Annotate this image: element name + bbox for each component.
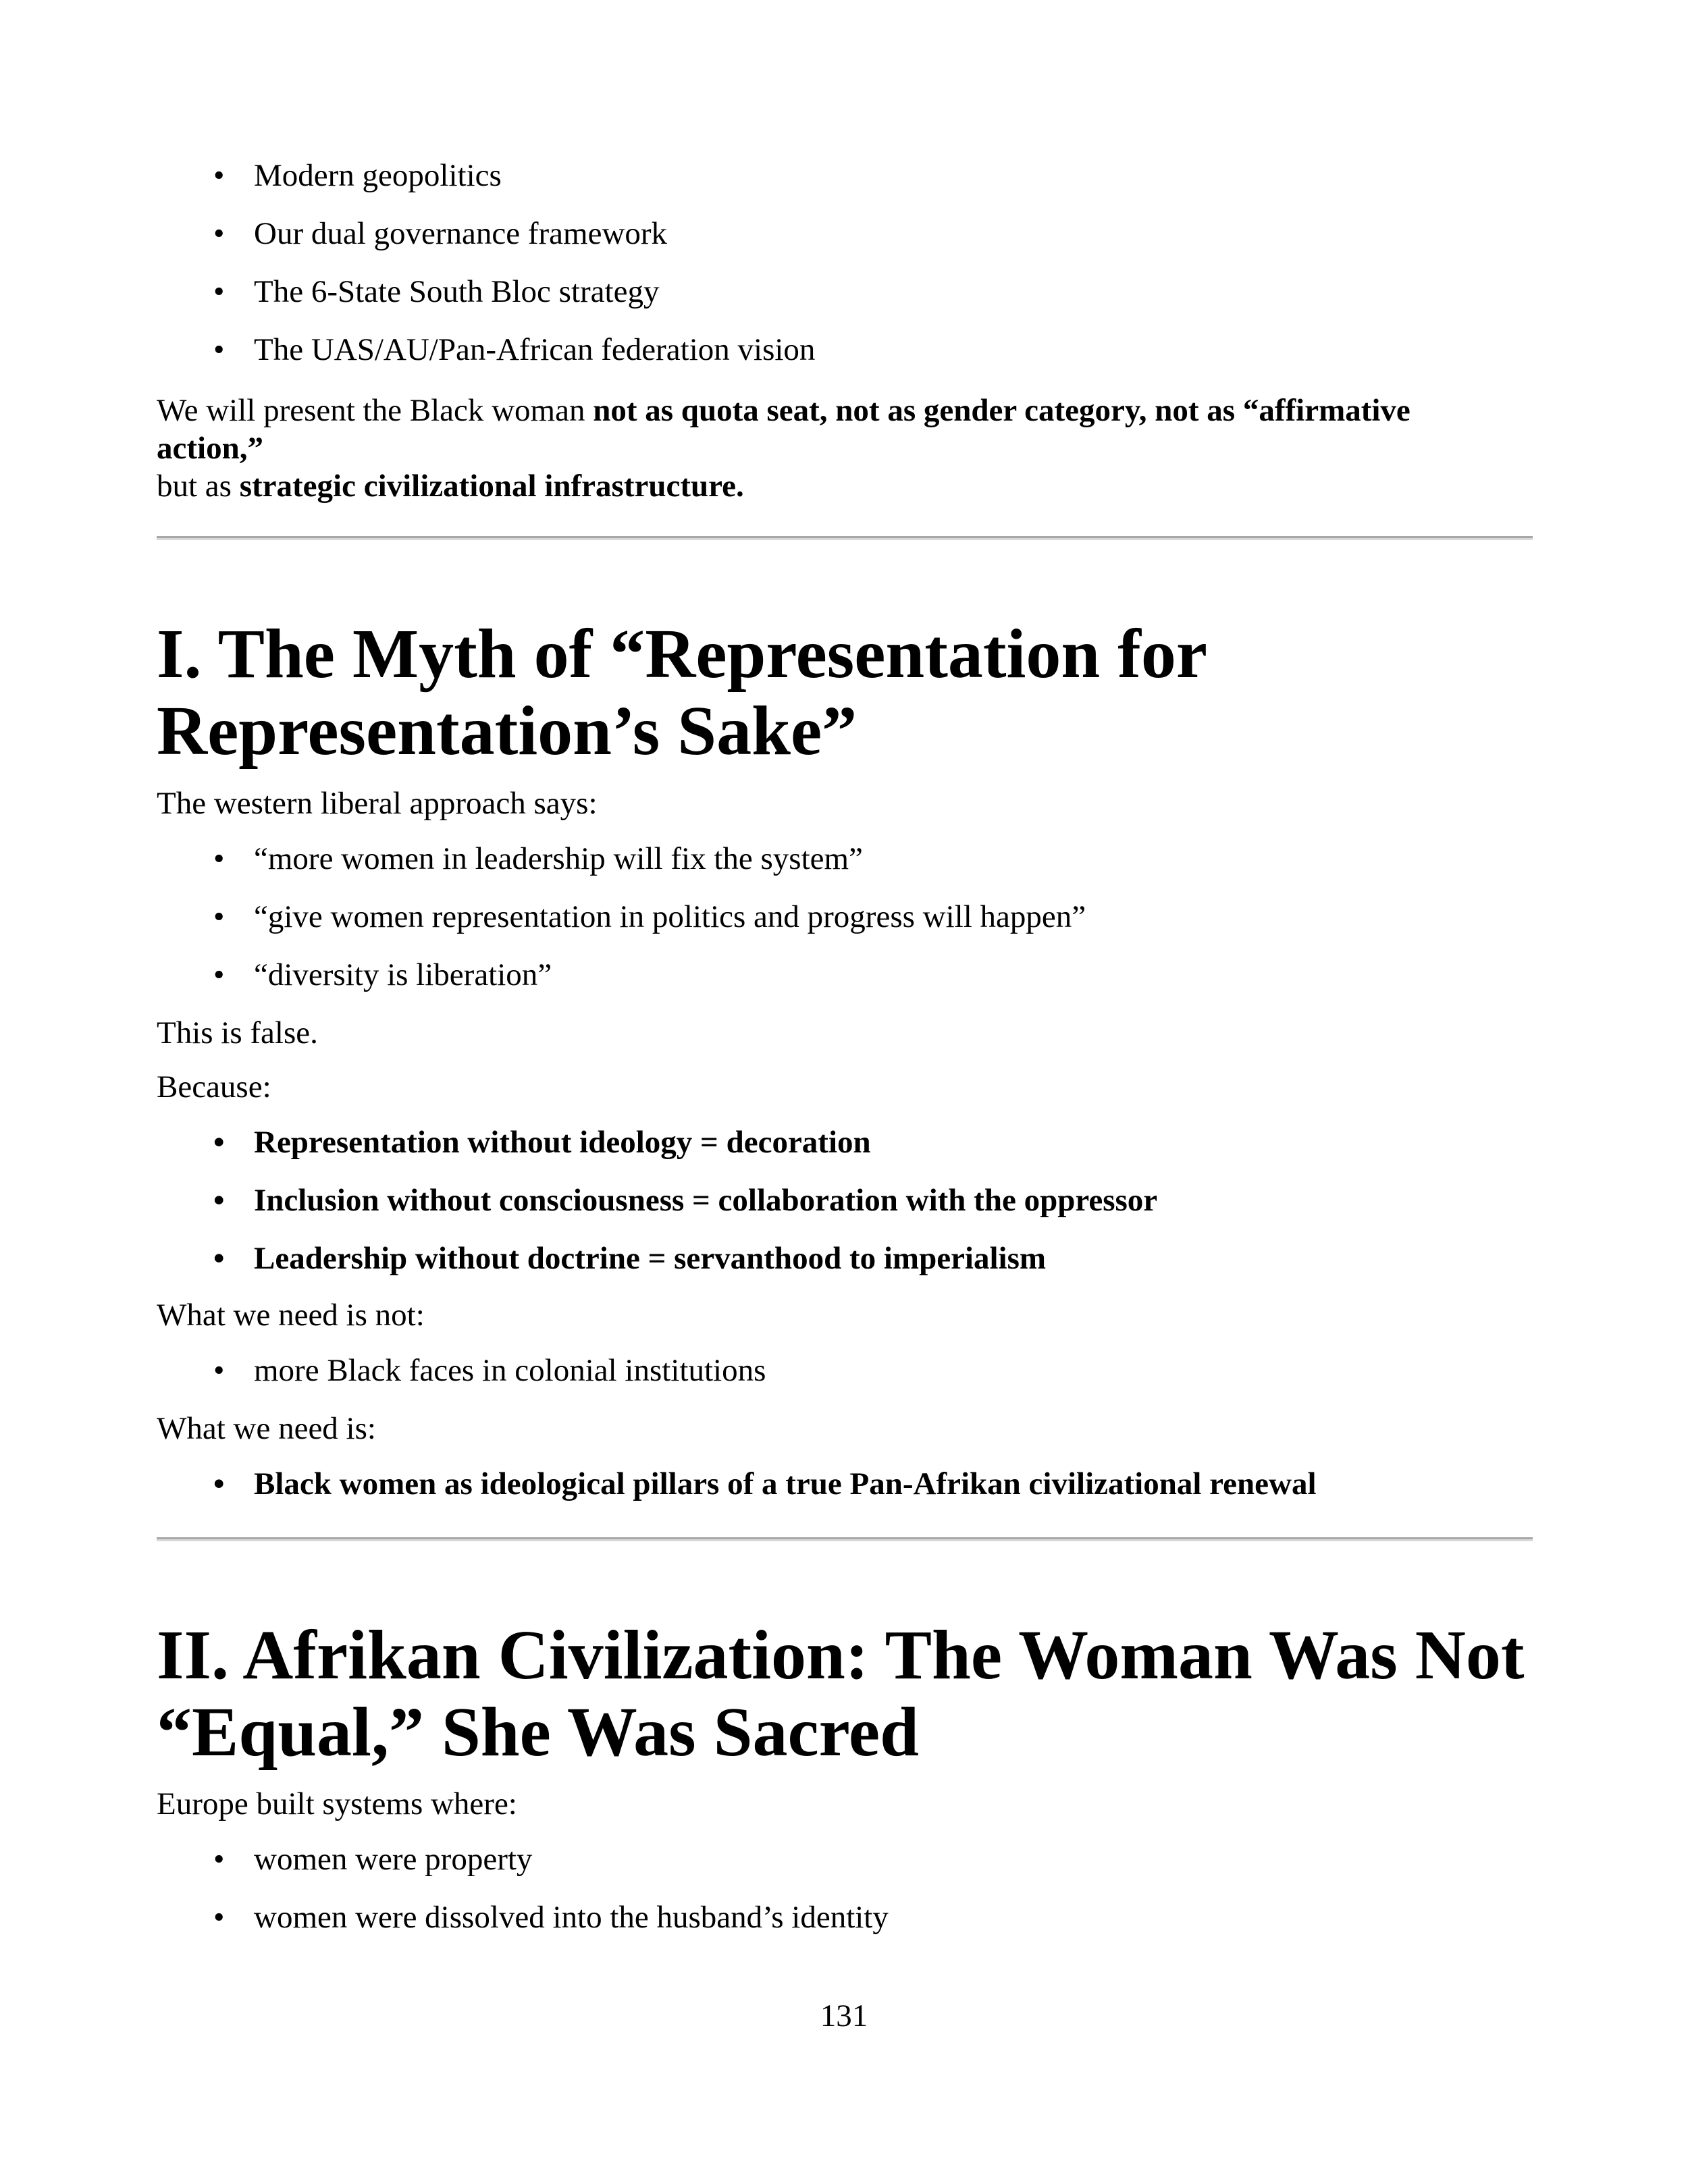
- list-item: • Leadership without doctrine = servanthood to imperialism: [213, 1241, 1047, 1276]
- section-1-need-is: What we need is:: [157, 1411, 376, 1446]
- bullet-icon: •: [213, 332, 225, 367]
- bullet-icon: •: [213, 1842, 225, 1877]
- list-item: • Inclusion without consciousness = collaboration with the oppressor: [213, 1183, 1158, 1218]
- list-item: • “diversity is liberation”: [213, 957, 552, 992]
- list-item: • The UAS/AU/Pan-African federation vision: [213, 332, 816, 367]
- list-item: • The 6-State South Bloc strategy: [213, 274, 660, 309]
- bullet-icon: •: [213, 1125, 225, 1160]
- list-item: • “give women representation in politics and progress will happen”: [213, 899, 1086, 934]
- list-item: • Modern geopolitics: [213, 158, 502, 193]
- top-list: [157, 157, 1541, 389]
- bullet-icon: •: [213, 1900, 225, 1935]
- page-number: 131: [820, 1998, 868, 2033]
- section-2-intro: Europe built systems where:: [157, 1786, 517, 1821]
- list-item: • more Black faces in colonial institutions: [213, 1353, 766, 1388]
- section-1-list-3: [157, 1352, 1541, 1410]
- section-2-list-1: [157, 1840, 1541, 1956]
- intro-line-3: but as strategic civilizational infrastructure.: [157, 469, 744, 504]
- bullet-icon: •: [213, 1353, 225, 1388]
- bullet-icon: •: [213, 158, 225, 193]
- intro-line-1: We will present the Black woman not as quota seat, not as gender category, not as “affirmative: [157, 393, 1410, 428]
- bullet-icon: •: [213, 1241, 225, 1276]
- bullet-icon: •: [213, 841, 225, 876]
- section-divider: [157, 536, 1533, 540]
- intro-paragraph: [157, 392, 1541, 505]
- bullet-icon: •: [213, 216, 225, 251]
- list-item: • Our dual governance framework: [213, 216, 668, 251]
- section-1-because: Because:: [157, 1069, 271, 1104]
- bullet-icon: •: [213, 957, 225, 992]
- section-1-intro: The western liberal approach says:: [157, 786, 598, 821]
- section-1-heading: I. The Myth of “Representation for Representation’s Sake”: [157, 615, 1208, 770]
- bullet-icon: •: [213, 1466, 225, 1501]
- bullet-icon: •: [213, 1183, 225, 1218]
- section-1-list-1: [157, 840, 1541, 1014]
- section-1-list-4: [157, 1465, 1541, 1523]
- section-1-need-not: What we need is not:: [157, 1298, 425, 1333]
- list-item: • women were property: [213, 1842, 533, 1877]
- list-item: • Representation without ideology = decoration: [213, 1125, 871, 1160]
- bullet-icon: •: [213, 274, 225, 309]
- section-1-statement: This is false.: [157, 1015, 318, 1050]
- list-item: • “more women in leadership will fix the system”: [213, 841, 863, 876]
- list-item: • Black women as ideological pillars of a true Pan-Afrikan civilizational renewal: [213, 1466, 1317, 1501]
- intro-line-2: action,”: [157, 431, 263, 466]
- section-divider: [157, 1537, 1533, 1541]
- list-item: • women were dissolved into the husband’s identity: [213, 1900, 889, 1935]
- bullet-icon: •: [213, 899, 225, 934]
- section-2-heading: II. Afrikan Civilization: The Woman Was Not “Equal,” She Was Sacred: [157, 1616, 1525, 1771]
- top-list-block: [157, 157, 1541, 389]
- section-1-list-2: [157, 1123, 1541, 1298]
